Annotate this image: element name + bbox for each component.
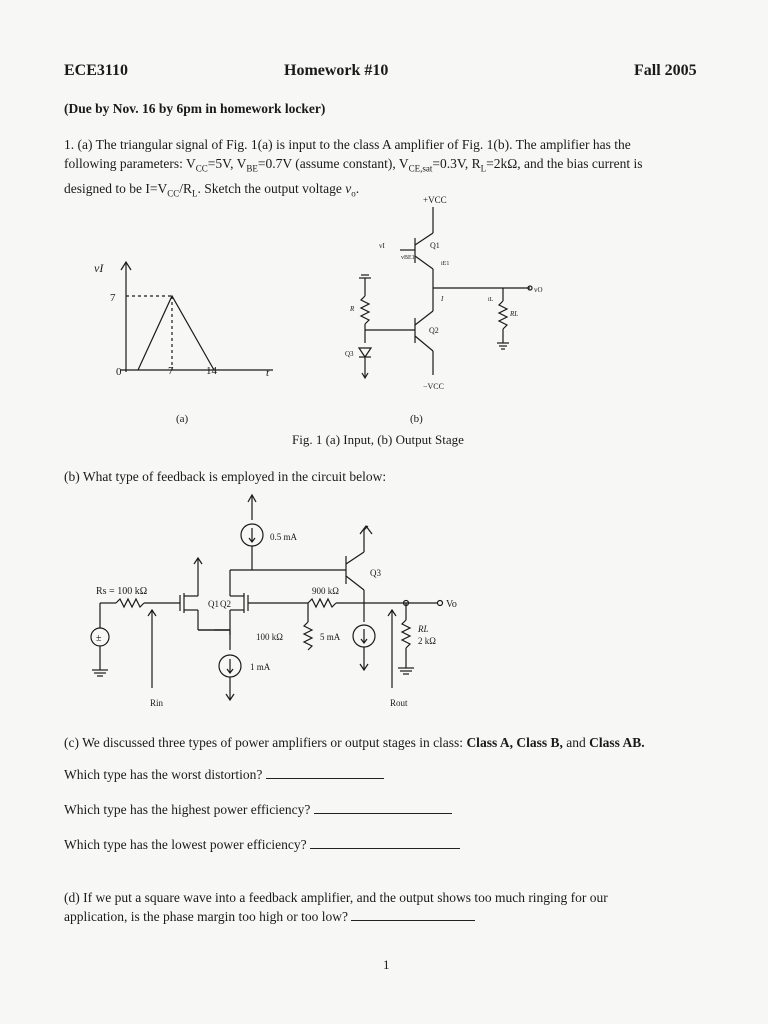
rs-label: Rs = 100 kΩ xyxy=(96,586,148,597)
rin-label: Rin xyxy=(150,698,164,708)
question-highest-efficiency: Which type has the highest power efficiency? xyxy=(64,800,714,819)
rl-name: RL xyxy=(418,624,429,634)
feedback-amplifier-circuit xyxy=(80,490,460,715)
i-label: I xyxy=(441,295,444,303)
q1a-line-3: designed to be $I=V_{CC}/R_L$. Sketch the output voltage $v_o$. xyxy=(64,180,360,199)
q3-diode xyxy=(359,348,371,357)
term: Fall 2005 xyxy=(634,62,697,79)
r-resistor xyxy=(361,296,369,324)
question-1b: (b) What type of feedback is employed in the circuit below: xyxy=(64,469,387,484)
question-lowest-efficiency: Which type has the lowest power efficiency? xyxy=(64,835,714,854)
q2-label: Q2 xyxy=(220,599,231,609)
r-label: R xyxy=(350,305,355,313)
fig1-label-a: (a) xyxy=(176,413,189,425)
vi-label: vI xyxy=(379,242,385,250)
x-tick-0: 0 xyxy=(116,366,122,378)
q3-label: Q3 xyxy=(345,350,354,358)
transistor-q2-fet xyxy=(230,570,248,630)
transistor-q1 xyxy=(400,233,433,269)
q1-label: Q1 xyxy=(208,599,219,609)
y-axis-label: vI xyxy=(94,261,104,275)
i-right-label: 5 mA xyxy=(320,632,341,642)
i-top-label: 0.5 mA xyxy=(270,532,297,542)
rl-value: 2 kΩ xyxy=(418,636,436,646)
y-tick-7: 7 xyxy=(110,292,116,304)
rl-label: RL xyxy=(510,310,519,318)
il-label: iL xyxy=(488,297,494,303)
fig1-caption: Fig. 1 (a) Input, (b) Output Stage xyxy=(292,432,464,447)
answer-blank-phase-margin[interactable] xyxy=(351,908,475,921)
fig1-label-b: (b) xyxy=(410,413,423,425)
r900-resistor xyxy=(308,599,336,607)
class-a-circuit xyxy=(345,193,555,398)
course-code: ECE3110 xyxy=(64,62,129,79)
q1d-line-2: application, is the phase margin too high or too low? xyxy=(64,907,714,926)
q3-label: Q3 xyxy=(370,568,381,578)
ie1-label: iE1 xyxy=(441,261,450,267)
q1d-line-1: (d) If we put a square wave into a feedback amplifier, and the output shows too much ringing for our xyxy=(64,890,608,905)
answer-blank-lowest[interactable] xyxy=(310,836,460,849)
question-1d xyxy=(64,888,714,926)
x-axis-label: t xyxy=(266,367,270,379)
vo-label: Vo xyxy=(446,599,457,610)
svg-text:±: ± xyxy=(96,633,102,644)
homework-title: Homework #10 xyxy=(284,62,389,79)
question-worst-distortion: Which type has the worst distortion? xyxy=(64,765,714,784)
r100-label: 100 kΩ xyxy=(256,632,283,642)
x-tick-14: 14 xyxy=(206,365,217,377)
input-signal-graph xyxy=(88,250,288,390)
x-tick-7: 7 xyxy=(168,365,174,377)
answer-blank-highest[interactable] xyxy=(314,801,452,814)
answer-blank-worst[interactable] xyxy=(266,766,384,779)
q1a-line-2: following parameters: $V_{CC}=5V$, $V_{BE}=0.7V$ (assume constant), $V_{CE,sat}=0.3V$, $R_L=2k\Omega$, and the bias current is xyxy=(64,156,643,174)
rs-resistor xyxy=(116,599,144,607)
q1a-line-1: 1. (a) The triangular signal of Fig. 1(a) is input to the class A amplifier of Fig. 1(b). The amplifier has the xyxy=(64,137,631,152)
vcc-pos-label: +VCC xyxy=(423,195,447,205)
question-1c-intro: (c) We discussed three types of power amplifiers or output stages in class: Class A, Class B, and Class AB. xyxy=(64,735,645,750)
vbe-label: vBE1 xyxy=(401,255,415,261)
due-note: (Due by Nov. 16 by 6pm in homework locker) xyxy=(64,101,326,116)
vcc-neg-label: −VCC xyxy=(423,382,444,391)
rl-resistor xyxy=(402,620,410,648)
rout-label: Rout xyxy=(390,698,408,708)
triangle-waveform xyxy=(138,296,214,370)
transistor-q1-fet xyxy=(180,565,198,630)
r100-resistor xyxy=(304,622,312,650)
page-number: 1 xyxy=(383,957,390,972)
transistor-q3 xyxy=(346,526,368,590)
vo-terminal xyxy=(438,601,443,606)
vo-label: vO xyxy=(534,286,543,294)
q1-label: Q1 xyxy=(430,241,440,250)
r900-label: 900 kΩ xyxy=(312,586,339,596)
rl-resistor xyxy=(499,301,507,329)
i-bottom-label: 1 mA xyxy=(250,662,271,672)
q2-label: Q2 xyxy=(429,326,439,335)
